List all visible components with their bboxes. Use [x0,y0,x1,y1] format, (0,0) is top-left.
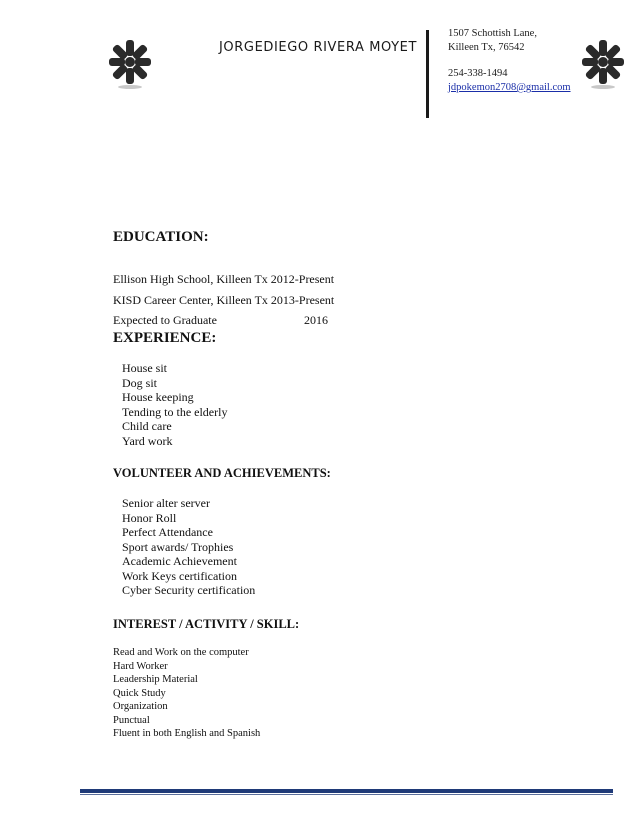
list-item: Sport awards/ Trophies [122,539,234,554]
education-item [113,290,334,311]
footer-rule [80,789,613,793]
education-item [113,269,334,290]
header-divider [426,30,429,118]
education-item-label: Ellison High School, Killeen Tx 2012-Present [113,272,335,286]
list-item: Honor Roll [122,510,177,525]
education-item-label: KISD Career Center, Killeen Tx 2013-Present [113,292,335,307]
list-item: Academic Achievement [122,554,237,568]
list-item: Hard Worker [113,660,168,672]
education-heading: EDUCATION: [113,229,209,245]
list-item: Punctual [113,714,150,726]
applicant-name: JORGEDIEGO RIVERA MOYET [219,40,418,55]
list-item: Dog sit [122,375,158,390]
volunteer-heading: VOLUNTEER AND ACHIEVEMENTS: [113,466,331,480]
list-item: Leadership Material [113,674,198,685]
education-item [113,310,334,331]
address-line-2: Killeen Tx, 76542 [448,42,525,53]
list-item: Quick Study [113,687,166,699]
list-item: Child care [122,419,172,433]
asterisk-logo-left-icon [107,38,153,90]
list-item: House keeping [122,390,194,404]
phone-number: 254-338-1494 [448,68,508,79]
education-list [113,269,334,331]
experience-heading: EXPERIENCE: [113,330,217,346]
interests-heading: INTEREST / ACTIVITY / SKILL: [113,617,300,631]
list-item: Cyber Security certification [122,583,256,597]
contact-block [448,27,571,95]
list-item: Work Keys certification [122,568,237,583]
list-item: Yard work [122,433,173,448]
experience-list [122,361,227,448]
list-item: House sit [122,361,167,375]
list-item: Read and Work on the computer [113,647,249,658]
education-item-year: 2016 [304,313,328,327]
list-item: Organization [113,701,168,712]
list-item: Tending to the elderly [122,404,228,419]
interests-list [113,646,260,741]
footer-rule-shadow [80,794,613,795]
asterisk-logo-right-icon [580,38,626,90]
list-item: Senior alter server [122,496,210,510]
list-item: Fluent in both English and Spanish [113,728,261,739]
list-item: Perfect Attendance [122,525,213,539]
address-line-1: 1507 Schottish Lane, [448,28,537,39]
email-link[interactable]: jdpokemon2708@gmail.com [448,82,571,93]
education-item-label: Expected to Graduate [113,313,217,327]
volunteer-list [122,496,255,598]
